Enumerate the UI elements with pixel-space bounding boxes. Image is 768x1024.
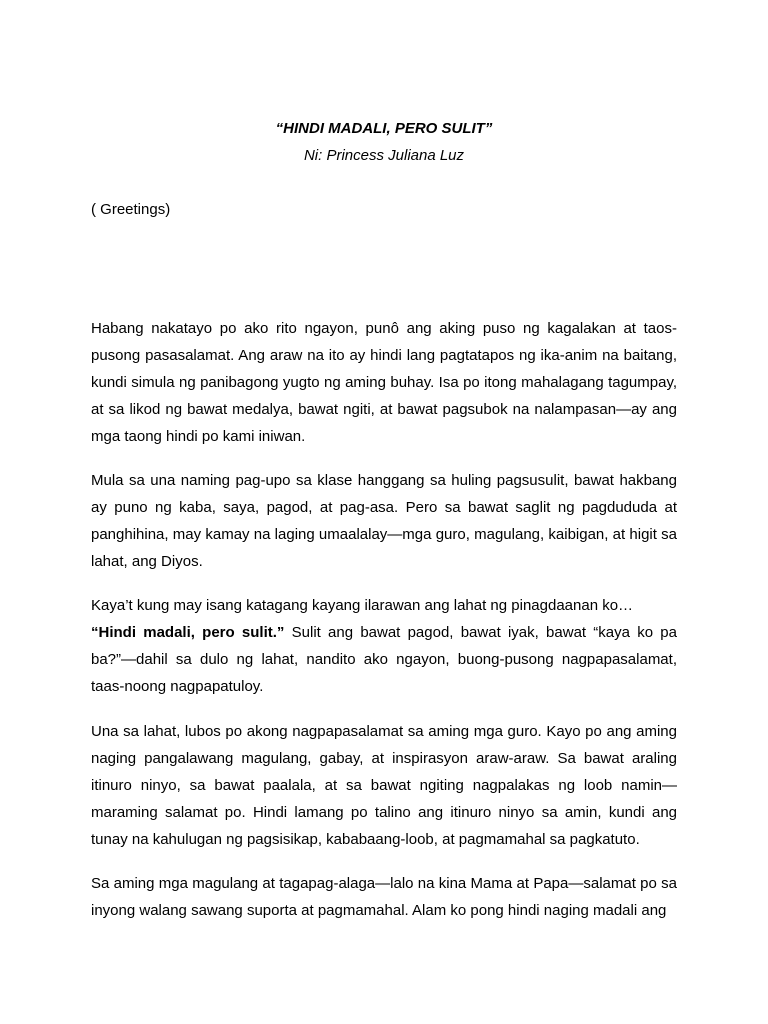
paragraph-4 (91, 718, 677, 853)
paragraph-3-text (91, 592, 677, 700)
paragraph-3-bold-phrase: “Hindi madali, pero sulit.” (91, 624, 285, 641)
paragraph-2-text: Mula sa una naming pag-upo sa klase hanggang sa huling pagsusulit, bawat hakbang ay puno ng kaba, saya, pagod, at pag-asa. Pero sa bawat saglit ng pagdududa at panghihina, may kamay na laging umaalalay—mga guro, magulang, kaibigan, at higit sa lahat, ang Diyos. (91, 472, 677, 570)
paragraph-5-text: Sa aming mga magulang at tagapag-alaga—lalo na kina Mama at Papa—salamat po sa inyong walang sawang suporta at pagmamahal. Alam ko pong hindi naging madali ang (91, 875, 677, 919)
speech-title: “HINDI MADALI, PERO SULIT” (275, 120, 493, 137)
paragraph-4-text: Una sa lahat, lubos po akong nagpapasalamat sa aming mga guro. Kayo po ang aming naging pangalawang magulang, gabay, at inspirasyon araw-araw. Sa bawat araling itinuro ninyo, sa bawat paalala, at sa bawat ngiting nagpalakas ng loob namin—maraming salamat po. Hindi lamang po talino ang itinuro ninyo sa amin, kundi ang tunay na kahulugan ng pagsisikap, kababaang-loob, at pagmamahal sa pagkatuto. (91, 723, 677, 848)
paragraph-1-text: Habang nakatayo po ako rito ngayon, punô ang aking puso ng kagalakan at taos-pusong pasasalamat. Ang araw na ito ay hindi lang pagtatapos ng ika-anim na baitang, kundi simula ng panibagong yugto ng aming buhay. Isa po itong mahalagang tagumpay, at sa likod ng bawat medalya, bawat ngiti, at bawat pagsubok na nalampasan—ay ang mga taong hindi po kami iniwan. (91, 320, 677, 445)
greetings-line: ( Greetings) (91, 201, 171, 218)
paragraph-3-intro: Kaya’t kung may isang katagang kayang ilarawan ang lahat ng pinagdaanan ko… (91, 597, 634, 614)
speech-author: Ni: Princess Juliana Luz (303, 147, 465, 164)
paragraph-3 (91, 592, 677, 700)
paragraph-1 (91, 315, 677, 450)
paragraph-2 (91, 467, 677, 575)
paragraph-5 (91, 870, 677, 924)
paragraph-3-rest: Sulit ang bawat pagod, bawat iyak, bawat “kaya ko pa ba?”—dahil sa dulo ng lahat, nandito ako ngayon, buong-pusong nagpapasalamat, taas-noong nagpapatuloy. (91, 624, 677, 695)
